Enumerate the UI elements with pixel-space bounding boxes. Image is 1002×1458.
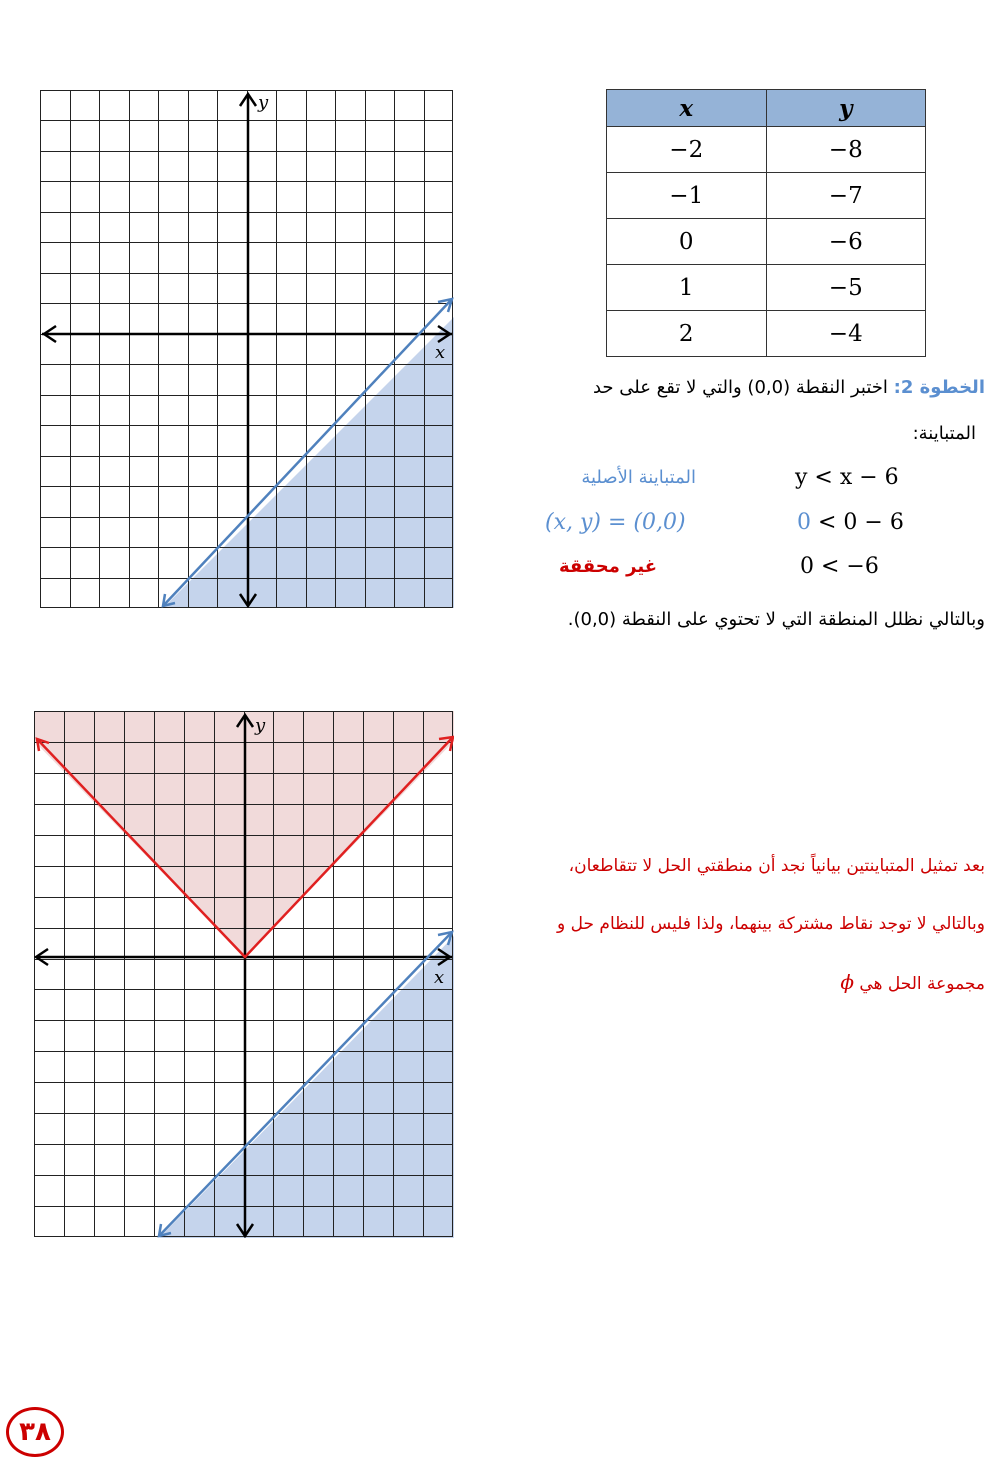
- table-header-x: x: [607, 90, 767, 127]
- final-line2: وبالتالي لا توجد نقاط مشتركة بينهما، ولذا فليس للنظام حل و: [557, 914, 985, 934]
- test-row3-math: 0 < −6: [800, 554, 879, 579]
- graph1-shaded-region: [163, 317, 454, 608]
- table-header-y: y: [766, 90, 926, 127]
- table-cell: 1: [607, 265, 767, 311]
- empty-set-symbol: ϕ: [840, 970, 854, 994]
- graph-1: [40, 88, 454, 608]
- test-row1-math: y < x − 6: [795, 465, 899, 490]
- page-number: ٣٨: [19, 1417, 51, 1447]
- table-row: [607, 311, 926, 357]
- graph2-blue-shaded-region: [159, 936, 454, 1238]
- graph2-y-label: y: [255, 715, 266, 736]
- page-number-badge: [6, 1407, 64, 1457]
- table-cell: −7: [766, 173, 926, 219]
- conclusion-text: وبالتالي نظلل المنطقة التي لا تحتوي على النقطة (0,0).: [567, 609, 985, 630]
- table-row: [607, 127, 926, 173]
- table-cell: −1: [607, 173, 767, 219]
- step2-label: الخطوة 2:: [893, 377, 985, 398]
- step2-paragraph: [505, 376, 985, 400]
- table-cell: −2: [607, 127, 767, 173]
- test-row3-note: غير محققة: [558, 556, 657, 577]
- table-row: [607, 219, 926, 265]
- graph2-x-label: x: [434, 967, 445, 988]
- test-row2-note: (x, y) = (0,0): [545, 510, 686, 535]
- table-cell: 0: [607, 219, 767, 265]
- table-cell: −4: [766, 311, 926, 357]
- table-header-row: [607, 90, 926, 127]
- table-cell: −8: [766, 127, 926, 173]
- graph1-x-label: x: [435, 342, 446, 363]
- graph-2: [34, 711, 454, 1238]
- test-row2-math: [797, 510, 997, 535]
- graph1-y-label: y: [258, 92, 269, 113]
- step2-text-line2: المتباينة:: [912, 423, 976, 444]
- table-cell: 2: [607, 311, 767, 357]
- final-line1: بعد تمثيل المتباينتين بيانياً نجد أن منطقتي الحل لا تتقاطعان،: [568, 856, 985, 876]
- test-row1-note: المتباينة الأصلية: [581, 467, 696, 488]
- final-line3: [685, 970, 985, 994]
- step2-text-line1: اختبر النقطة (0,0) والتي لا تقع على حد: [592, 377, 888, 398]
- value-table: [606, 89, 926, 357]
- table-cell: −6: [766, 219, 926, 265]
- table-row: [607, 173, 926, 219]
- test-row2-rest: < 0 − 6: [811, 510, 904, 535]
- table-cell: −5: [766, 265, 926, 311]
- final-line3-text: مجموعة الحل هي: [859, 974, 985, 994]
- table-row: [607, 265, 926, 311]
- test-row2-zero: 0: [797, 510, 811, 535]
